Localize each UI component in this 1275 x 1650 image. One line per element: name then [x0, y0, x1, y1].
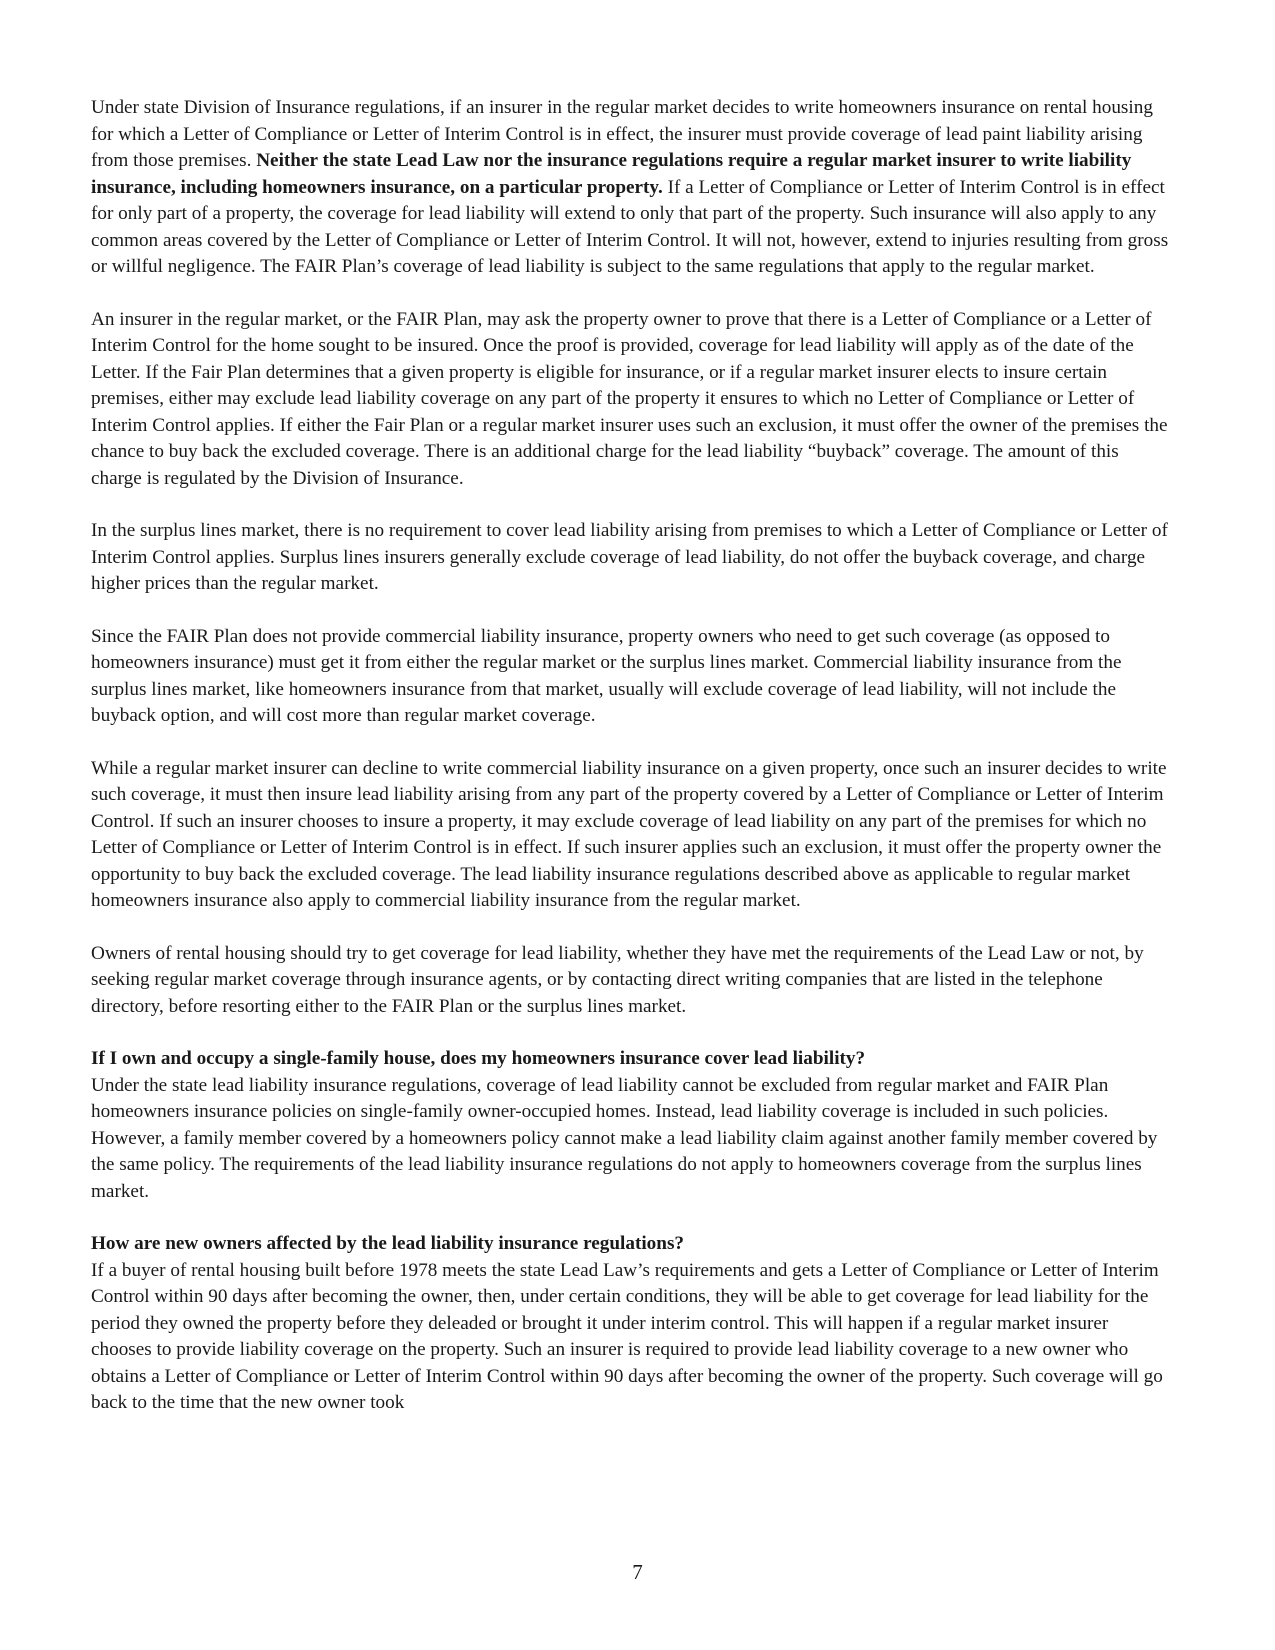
- paragraph-regular-market-commercial: While a regular market insurer can decline to write commercial liability insurance on a given property, once such an insurer decides to write such coverage, it must then insure lead liability arising from any part of the property covered by a Letter of Compliance or Letter of Interim Control. If such an insurer chooses to insure a property, it may exclude coverage of lead liability on any part of the premises for which no Letter of Compliance or Letter of Interim Control is in effect. If such insurer applies such an exclusion, it must offer the property owner the opportunity to buy back the excluded coverage. The lead liability insurance regulations described above as applicable to regular market homeowners insurance also apply to commercial liability insurance from the regular market.: [91, 757, 1167, 911]
- paragraph-surplus-lines: In the surplus lines market, there is no requirement to cover lead liability arising from premises to which a Letter of Compliance or Letter of Interim Control applies. Surplus lines insurers generally exclude coverage of lead liability, do not offer the buyback coverage, and charge higher prices than the regular market.: [91, 520, 1168, 594]
- paragraph-owner-advice: Owners of rental housing should try to get coverage for lead liability, whether they have met the requirements of the Lead Law or not, by seeking regular market coverage through insurance agents, or by contacting direct writing companies that are listed in the telephone directory, before resorting either to the FAIR Plan or the surplus lines market.: [91, 942, 1144, 1017]
- question-heading: If I own and occupy a single-family house, does my homeowners insurance cover lead liability?: [91, 1048, 866, 1069]
- question-heading: How are new owners affected by the lead liability insurance regulations?: [91, 1233, 685, 1254]
- question-new-owners: [91, 1231, 1171, 1417]
- question-owner-occupied: [91, 1046, 1171, 1205]
- paragraph-commercial-liability: Since the FAIR Plan does not provide commercial liability insurance, property owners who need to get such coverage (as opposed to homeowners insurance) must get it from either the regular market or the surplus lines market. Commercial liability insurance from the surplus lines market, like homeowners insurance from that market, usually will exclude coverage of lead liability, will not include the buyback option, and will cost more than regular market coverage.: [91, 625, 1122, 726]
- document-page: [91, 95, 1171, 1443]
- paragraph-text: Under state Division of Insurance regulations, if an insurer in the regular market decides to write homeowners insurance on rental housing for which a Letter of Compliance or Letter of Interim Control is in effect, the insurer must provide coverage of lead paint liability arising from those premises.: [91, 97, 1153, 171]
- page-number: 7: [632, 1560, 643, 1584]
- paragraph-insurance-regulations: [91, 95, 1171, 281]
- question-answer: If a buyer of rental housing built before 1978 meets the state Lead Law’s requirements and gets a Letter of Compliance or Letter of Interim Control within 90 days after becoming the owner, then, under certain conditions, they will be able to get coverage for lead liability for the period they owned the property before they deleaded or brought it under interim control. This will happen if a regular market insurer chooses to provide liability coverage on the property. Such an insurer is required to provide lead liability coverage to a new owner who obtains a Letter of Compliance or Letter of Interim Control within 90 days after becoming the owner of the property. Such coverage will go back to the time that the new owner took: [91, 1259, 1163, 1413]
- paragraph-bold-statement: Neither the state Lead Law nor the insurance regulations require a regular market insurer to write liability insurance, including homeowners insurance, on a particular property.: [91, 150, 1132, 198]
- paragraph-text: If a Letter of Compliance or Letter of Interim Control is in effect for only part of a property, the coverage for lead liability will extend to only that part of the property. Such insurance will also apply to any common areas covered by the Letter of Compliance or Letter of Interim Control. It will not, however, extend to injuries resulting from gross or willful negligence. The FAIR Plan’s coverage of lead liability is subject to the same regulations that apply to the regular market.: [91, 176, 1169, 277]
- paragraph-proof-of-letter: An insurer in the regular market, or the FAIR Plan, may ask the property owner to prove that there is a Letter of Compliance or a Letter of Interim Control for the home sought to be insured. Once the proof is provided, coverage for lead liability will apply as of the date of the Letter. If the Fair Plan determines that a given property is eligible for insurance, or if a regular market insurer elects to insure certain premises, either may exclude lead liability coverage on any part of the property it ensures to which no Letter of Compliance or Letter of Interim Control applies. If either the Fair Plan or a regular market insurer uses such an exclusion, it must offer the owner of the premises the chance to buy back the excluded coverage. There is an additional charge for the lead liability “buyback” coverage. The amount of this charge is regulated by the Division of Insurance.: [91, 308, 1168, 489]
- question-answer: Under the state lead liability insurance regulations, coverage of lead liability cannot be excluded from regular market and FAIR Plan homeowners insurance policies on single-family owner-occupied homes. Instead, lead liability coverage is included in such policies. However, a family member covered by a homeowners policy cannot make a lead liability claim against another family member covered by the same policy. The requirements of the lead liability insurance regulations do not apply to homeowners coverage from the surplus lines market.: [91, 1074, 1158, 1202]
